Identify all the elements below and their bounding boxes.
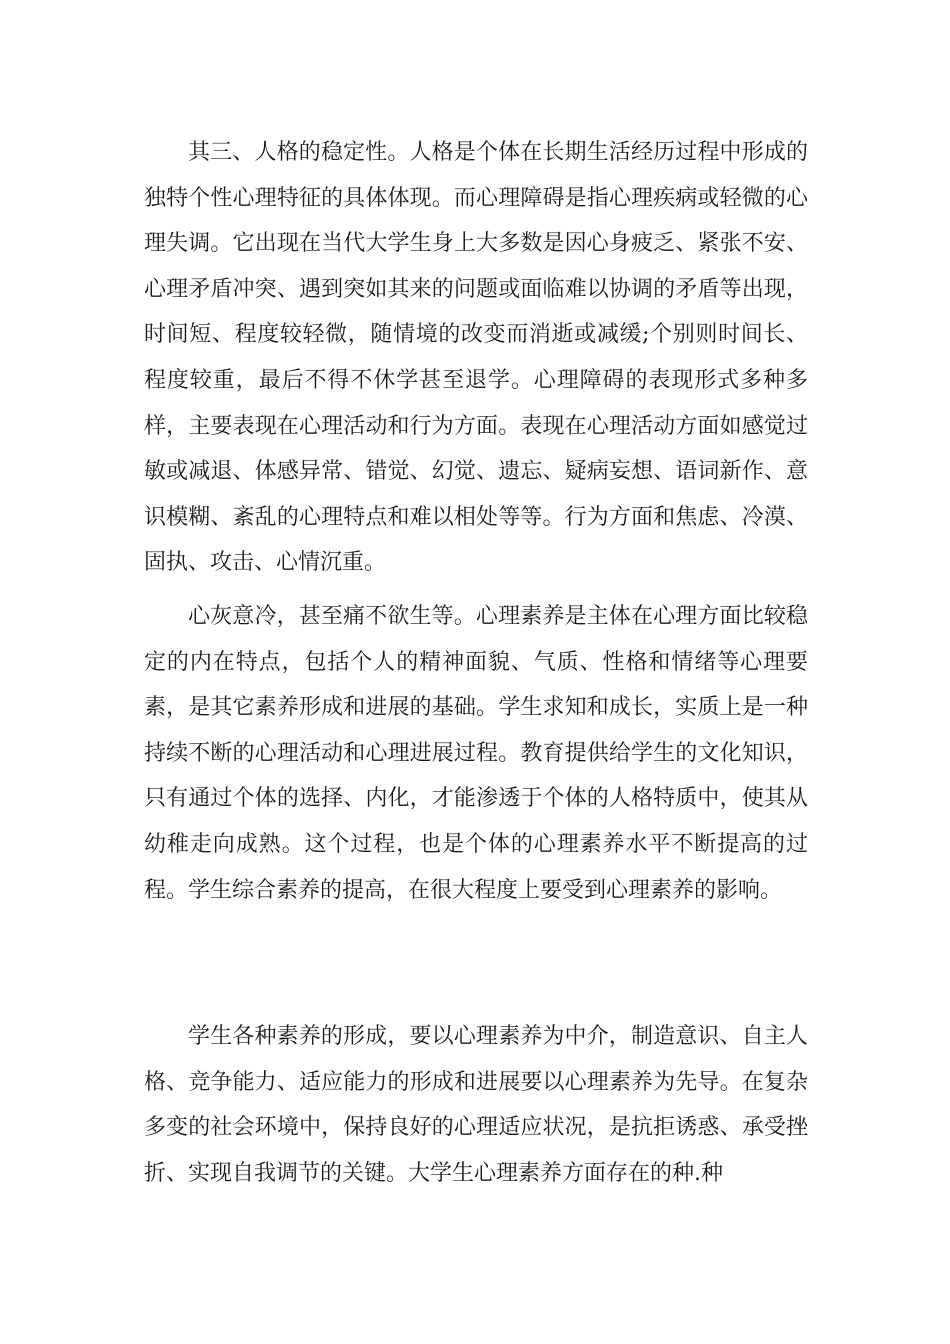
paragraph-1: 其三、人格的稳定性。人格是个体在长期生活经历过程中形成的独特个性心理特征的具体体现。而心理障碍是指心理疾病或轻微的心理失调。它出现在当代大学生身上大多数是因心身疲乏、紧张不安、心理矛盾冲突、遇到突如其来的问题或面临难以协调的矛盾等出现，时间短、程度较轻微，随情境的改变而消逝或减缓;个别则时间长、程度较重，最后不得不休学甚至退学。心理障碍的表现形式多种多样，主要表现在心理活动和行为方面。表现在心理活动方面如感觉过敏或减退、体感异常、错觉、幻觉、遗忘、疑病妄想、语词新作、意识模糊、紊乱的心理特点和难以相处等等。行为方面和焦虑、冷漠、固执、攻击、心情沉重。 [144, 140, 808, 576]
paragraph-3: 学生各种素养的形成，要以心理素养为中介，制造意识、自主人格、竞争能力、适应能力的形成和进展要以心理素养为先导。在复杂多变的社会环境中，保持良好的心理适应状况，是抗拒诱惑、承受挫折、实现自我调节的关键。大学生心理素养方面存在的种.种 [144, 1024, 808, 1186]
document-body [144, 130, 808, 1196]
paragraph-2: 心灰意冷，甚至痛不欲生等。心理素养是主体在心理方面比较稳定的内在特点，包括个人的精神面貌、气质、性格和情绪等心理要素，是其它素养形成和进展的基础。学生求知和成长，实质上是一种持续不断的心理活动和心理进展过程。教育提供给学生的文化知识，只有通过个体的选择、内化，才能渗透于个体的人格特质中，使其从幼稚走向成熟。这个过程，也是个体的心理素养水平不断提高的过程。学生综合素养的提高，在很大程度上要受到心理素养的影响。 [144, 604, 808, 903]
